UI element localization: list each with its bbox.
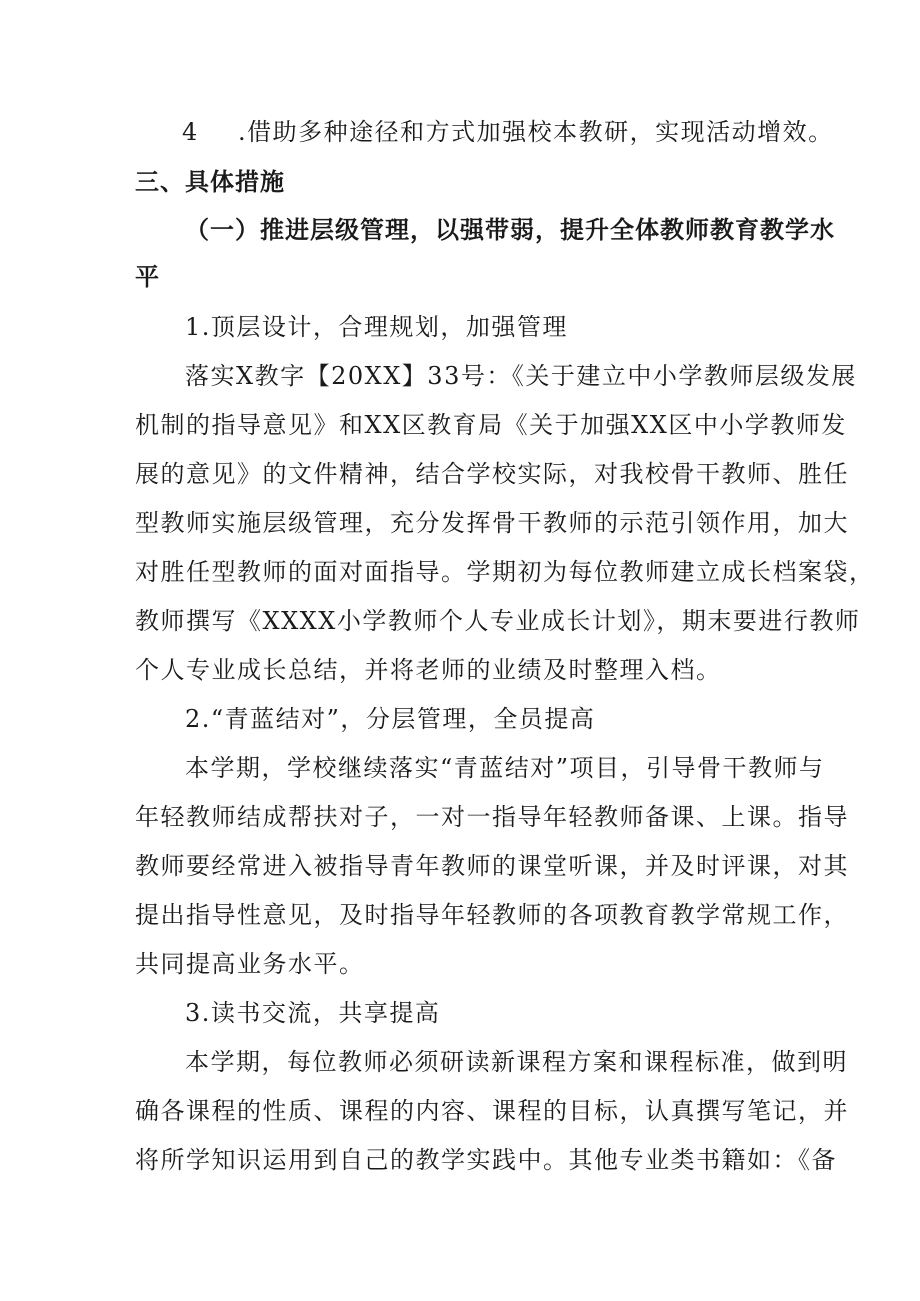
section-3-heading: 三、具体措施 xyxy=(135,168,285,196)
item-1-heading: 1.顶层设计，合理规划，加强管理 xyxy=(185,313,568,341)
paragraph-1-line: 展的意见》的文件精神，结合学校实际，对我校骨干教师、胜任 xyxy=(135,460,849,488)
paragraph-1-line: 教师撰写《XXXX小学教师个人专业成长计划》，期末要进行教师 xyxy=(135,607,861,635)
paragraph-3-line: 将所学知识运用到自己的教学实践中。其他专业类书籍如：《备 xyxy=(135,1146,837,1174)
item-3-heading: 3.读书交流，共享提高 xyxy=(185,999,441,1027)
paragraph-2-line: 教师要经常进入被指导青年教师的课堂听课，并及时评课，对其 xyxy=(135,852,849,880)
paragraph-1-line: 落实X教字【20XX】33号：《关于建立中小学教师层级发展 xyxy=(185,362,857,390)
paragraph-2-line: 共同提高业务水平。 xyxy=(135,950,365,978)
subsection-1-heading-line-1: （一）推进层级管理，以强带弱，提升全体教师教育教学水 xyxy=(185,216,835,244)
paragraph-1-line: 型教师实施层级管理，充分发挥骨干教师的示范引领作用，加大 xyxy=(135,509,849,537)
paragraph-2-line: 提出指导性意见，及时指导年轻教师的各项教育教学常规工作， xyxy=(135,901,849,929)
paragraph-1-line: 机制的指导意见》和XX区教育局《关于加强XX区中小学教师发 xyxy=(135,411,847,439)
subsection-1-heading-line-2: 平 xyxy=(135,263,160,291)
item-4-number: 4 xyxy=(182,118,199,146)
paragraph-1-line: 个人专业成长总结，并将老师的业绩及时整理入档。 xyxy=(135,656,722,684)
item-2-heading: 2.“青蓝结对”，分层管理，全员提高 xyxy=(185,705,596,733)
paragraph-3-line: 确各课程的性质、课程的内容、课程的目标，认真撰写笔记，并 xyxy=(135,1097,849,1125)
paragraph-1-line: 对胜任型教师的面对面指导。学期初为每位教师建立成长档案袋， xyxy=(135,558,875,586)
item-4 xyxy=(0,117,920,147)
paragraph-2-line: 年轻教师结成帮扶对子，一对一指导年轻教师备课、上课。指导 xyxy=(135,803,849,831)
paragraph-2-line: 本学期，学校继续落实“青蓝结对”项目，引导骨干教师与 xyxy=(185,754,825,782)
item-4-text: .借助多种途径和方式加强校本教研，实现活动增效。 xyxy=(238,118,834,146)
paragraph-3-line: 本学期，每位教师必须研读新课程方案和课程标准，做到明 xyxy=(185,1048,848,1076)
